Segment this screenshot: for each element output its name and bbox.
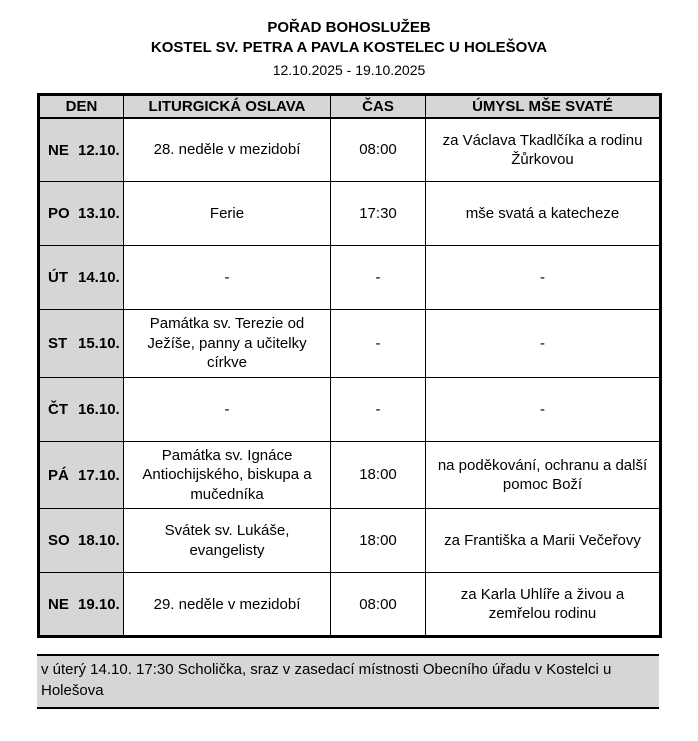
church-name: KOSTEL SV. PETRA A PAVLA KOSTELEC U HOLEŠOVA: [150, 39, 548, 57]
day-cell: [39, 182, 124, 246]
day-date: 17.10.: [78, 466, 120, 484]
table-row: [39, 573, 661, 637]
day-cell: [39, 509, 124, 573]
day-date: 19.10.: [78, 595, 120, 613]
day-cell: [39, 377, 124, 441]
table-row: [39, 377, 661, 441]
day-date: 13.10.: [78, 205, 120, 223]
table-row: [39, 182, 661, 246]
time-cell: 18:00: [331, 441, 426, 509]
celebration-cell: 29. neděle v mezidobí: [124, 573, 331, 637]
time-cell: 17:30: [331, 182, 426, 246]
day-date: 14.10.: [78, 269, 120, 287]
day-date: 18.10.: [78, 532, 120, 550]
intention-cell: za Karla Uhlíře a živou a zemřelou rodinu: [426, 573, 661, 637]
day-abbr: ST: [48, 335, 68, 353]
col-header-umysl: ÚMYSL MŠE SVATÉ: [426, 95, 661, 118]
intention-cell: -: [426, 246, 661, 310]
day-abbr: ÚT: [48, 269, 68, 287]
time-cell: 18:00: [331, 509, 426, 573]
day-cell: [39, 310, 124, 378]
celebration-cell: -: [124, 377, 331, 441]
time-cell: 08:00: [331, 118, 426, 182]
intention-cell: za Františka a Marii Večeřovy: [426, 509, 661, 573]
intention-cell: mše svatá a katecheze: [426, 182, 661, 246]
celebration-cell: Památka sv. Terezie od Ježíše, panny a učitelky církve: [124, 310, 331, 378]
day-abbr: NE: [48, 141, 69, 159]
col-header-cas: ČAS: [331, 95, 426, 118]
day-abbr: NE: [48, 595, 69, 613]
footer-note: v úterý 14.10. 17:30 Scholička, sraz v zasedací místnosti Obecního úřadu v Kostelci u Holešova: [37, 654, 659, 709]
day-date: 15.10.: [78, 335, 120, 353]
table-header-row: [39, 95, 661, 118]
time-cell: -: [331, 246, 426, 310]
day-abbr: ČT: [48, 400, 68, 418]
schedule-table-wrap: [37, 93, 661, 638]
intention-cell: -: [426, 377, 661, 441]
table-row: [39, 118, 661, 182]
table-row: [39, 310, 661, 378]
table-row: [39, 441, 661, 509]
day-cell: [39, 246, 124, 310]
day-abbr: PO: [48, 205, 70, 223]
time-cell: -: [331, 310, 426, 378]
day-date: 12.10.: [78, 141, 120, 159]
day-abbr: SO: [48, 532, 70, 550]
day-abbr: PÁ: [48, 466, 69, 484]
celebration-cell: Ferie: [124, 182, 331, 246]
page-title: POŘAD BOHOSLUŽEB: [267, 19, 431, 36]
table-row: [39, 246, 661, 310]
celebration-cell: Památka sv. Ignáce Antiochijského, biskupa a mučedníka: [124, 441, 331, 509]
time-cell: 08:00: [331, 573, 426, 637]
schedule-table: [37, 93, 662, 638]
col-header-den: DEN: [39, 95, 124, 118]
intention-cell: za Václava Tkadlčíka a rodinu Žůrkovou: [426, 118, 661, 182]
day-cell: [39, 441, 124, 509]
intention-cell: -: [426, 310, 661, 378]
table-row: [39, 509, 661, 573]
col-header-oslava: LITURGICKÁ OSLAVA: [124, 95, 331, 118]
day-cell: [39, 573, 124, 637]
celebration-cell: Svátek sv. Lukáše, evangelisty: [124, 509, 331, 573]
intention-cell: na poděkování, ochranu a další pomoc Boží: [426, 441, 661, 509]
day-cell: [39, 118, 124, 182]
date-range: 12.10.2025 - 19.10.2025: [272, 61, 426, 78]
day-date: 16.10.: [78, 400, 120, 418]
celebration-cell: -: [124, 246, 331, 310]
time-cell: -: [331, 377, 426, 441]
page-header: [0, 18, 698, 79]
celebration-cell: 28. neděle v mezidobí: [124, 118, 331, 182]
